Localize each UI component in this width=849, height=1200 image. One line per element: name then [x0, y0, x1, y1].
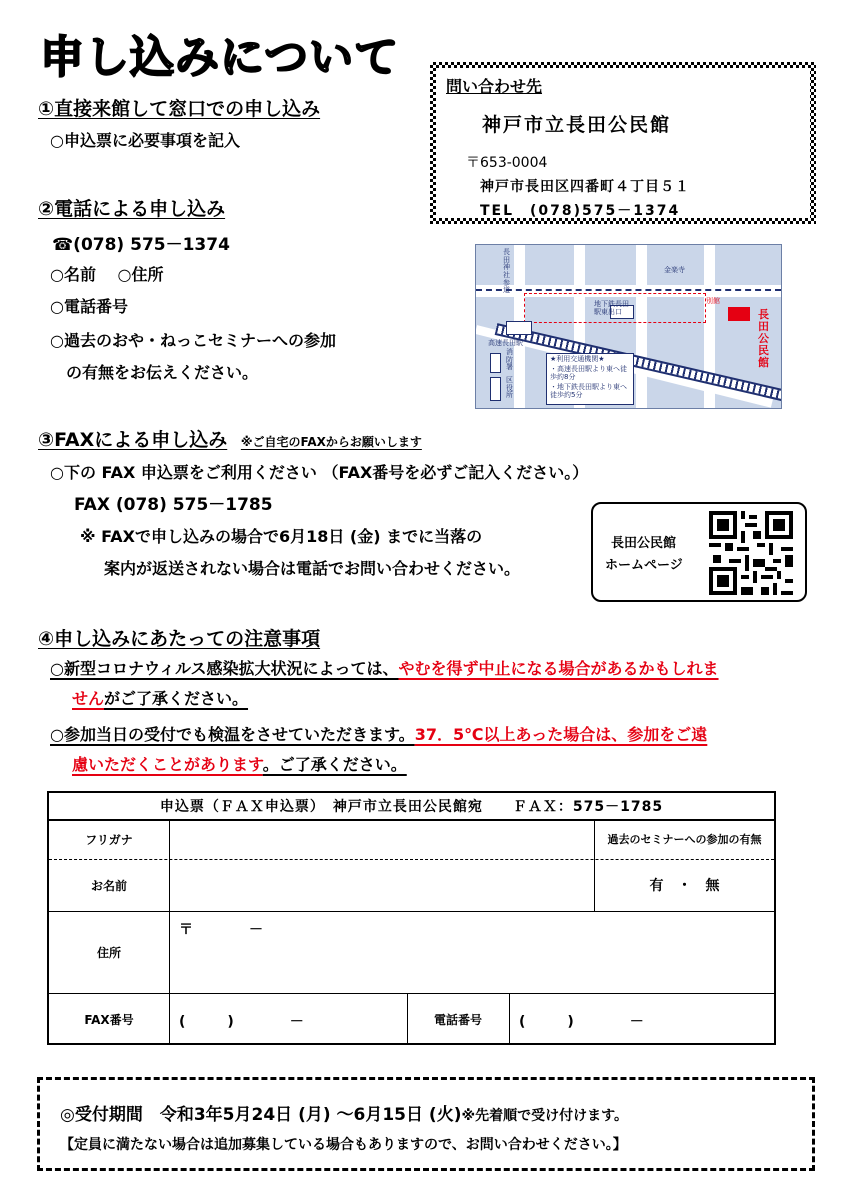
map-label-shrine: 長田神社参道 [503, 248, 510, 295]
reception-period-note: ※先着順で受け付けます。 [461, 1108, 628, 1124]
notice-covid-cont [72, 686, 248, 709]
notice-temperature-c: 慮いただくことがあります [72, 755, 263, 774]
map-label-hall: 長田公民館 [758, 308, 769, 370]
contact-heading: 問い合わせ先 [446, 77, 543, 96]
section3-warn2: 案内が返送されない場合は電話でお問い合わせください。 [104, 559, 521, 578]
homepage-qr-box[interactable] [591, 502, 807, 602]
notice-covid-c: せん [72, 689, 105, 708]
reception-period-main: ◎受付期間 令和3年5月24日 (月) ～6月15日 (火) [60, 1105, 462, 1125]
label-address: 住所 [96, 945, 121, 960]
map-label-station: 高速長田駅 [488, 339, 523, 347]
reception-period [60, 1100, 628, 1125]
section3-heading: ③FAXによる申し込み [38, 429, 228, 451]
label-tel: 電話番号 [433, 1012, 482, 1027]
section2-item: ○名前 ○住所 [50, 265, 164, 284]
map-access-2: ・地下鉄長田駅より東へ徒歩約5分 [550, 383, 627, 399]
map-label-ward: 区役所 [506, 376, 513, 400]
map-road [636, 245, 647, 408]
form-divider [509, 993, 510, 1045]
contact-box [430, 62, 816, 224]
furigana-field[interactable] [170, 820, 594, 859]
qr-label-2: ホームページ [605, 558, 683, 573]
reception-period-box [37, 1077, 815, 1171]
notice-covid-b: やむを得ず中止になる場合があるかもしれま [398, 659, 719, 678]
address-field[interactable]: 〒 － [179, 922, 263, 938]
application-form [47, 791, 776, 1045]
section2-heading: ②電話による申し込み [38, 198, 226, 220]
map-label-subway: 地下鉄長田駅東出口 [594, 300, 629, 316]
map-route [476, 289, 781, 291]
map-access-1: ・高速長田駅より東へ徒歩約8分 [550, 365, 627, 381]
map-access-title: ★利用交通機関★ [550, 355, 605, 363]
label-name: お名前 [90, 878, 127, 893]
notice-covid [50, 656, 719, 679]
notice-temperature-b: 37．5℃以上あった場合は、参加をご遠 [414, 725, 708, 744]
section3-note: ※ご自宅のFAXからお願いします [240, 435, 422, 449]
section1-heading: ①直接来館して窓口での申し込み [38, 98, 321, 120]
section3-line1: ○下の FAX 申込票をご利用ください （FAX番号を必ずご記入ください。） [50, 463, 589, 482]
hall-marker [728, 307, 750, 321]
notice-temperature [50, 722, 707, 745]
building-marker [490, 353, 501, 373]
section2-item: ○電話番号 [50, 297, 128, 316]
label-furigana: フリガナ [85, 832, 133, 847]
qr-label-1: 長田公民館 [611, 536, 677, 551]
contact-tel: TEL (078)575－1374 [480, 203, 681, 219]
qr-code-icon[interactable] [709, 511, 793, 595]
section3-warn1: ※ FAXで申し込みの場合で6月18日 (金) までに当落の [80, 527, 483, 546]
page-title: 申し込みについて [40, 32, 400, 83]
notice-temperature-d: 。ご了承ください。 [262, 755, 407, 774]
map-access-box [546, 353, 634, 405]
section1-item: ○申込票に必要事項を記入 [50, 131, 240, 150]
notice-covid-d: がご了承ください。 [104, 689, 249, 708]
label-fax: FAX番号 [84, 1012, 134, 1027]
name-field[interactable] [170, 860, 594, 911]
notice-covid-a: ○新型コロナウィルス感染拡大状況によっては、 [50, 659, 399, 678]
section3-heading-row [38, 425, 422, 452]
map-label-annex: 別館 [706, 297, 720, 305]
notice-temperature-cont [72, 752, 407, 775]
section2-item: の有無をお伝えください。 [50, 363, 259, 382]
tel-field[interactable]: ( ) － [519, 1014, 644, 1030]
section4-heading: ④申し込みにあたっての注意事項 [38, 628, 321, 650]
contact-address: 神戸市長田区四番町４丁目５１ [480, 179, 690, 195]
phone-number: ☎(078) 575－1374 [52, 235, 230, 255]
yes-no-choice[interactable]: 有 ・ 無 [649, 878, 720, 894]
section2-item: ○過去のおや・ねっこセミナーへの参加 [50, 331, 336, 350]
access-map [475, 244, 782, 409]
contact-name: 神戸市立長田公民館 [482, 114, 672, 136]
map-label-temple: 金楽寺 [664, 266, 685, 274]
label-past-participation: 過去のセミナーへの参加の有無 [607, 833, 762, 846]
notice-temperature-a: ○参加当日の受付でも検温をさせていただきます。 [50, 725, 415, 744]
map-label-fire: 消防署 [506, 348, 513, 372]
contact-postal: 〒653-0004 [466, 155, 548, 171]
station-marker [506, 321, 532, 335]
fax-field[interactable]: ( ) － [179, 1014, 304, 1030]
fax-number: FAX (078) 575－1785 [74, 495, 273, 515]
form-header: 申込票（ＦＡＸ申込票） 神戸市立長田公民館宛 ＦＡＸ：575－1785 [159, 799, 664, 815]
additional-recruitment-note: 【定員に満たない場合は追加募集している場合もありますので、お問い合わせください。】 [60, 1137, 627, 1153]
building-marker [490, 377, 501, 401]
